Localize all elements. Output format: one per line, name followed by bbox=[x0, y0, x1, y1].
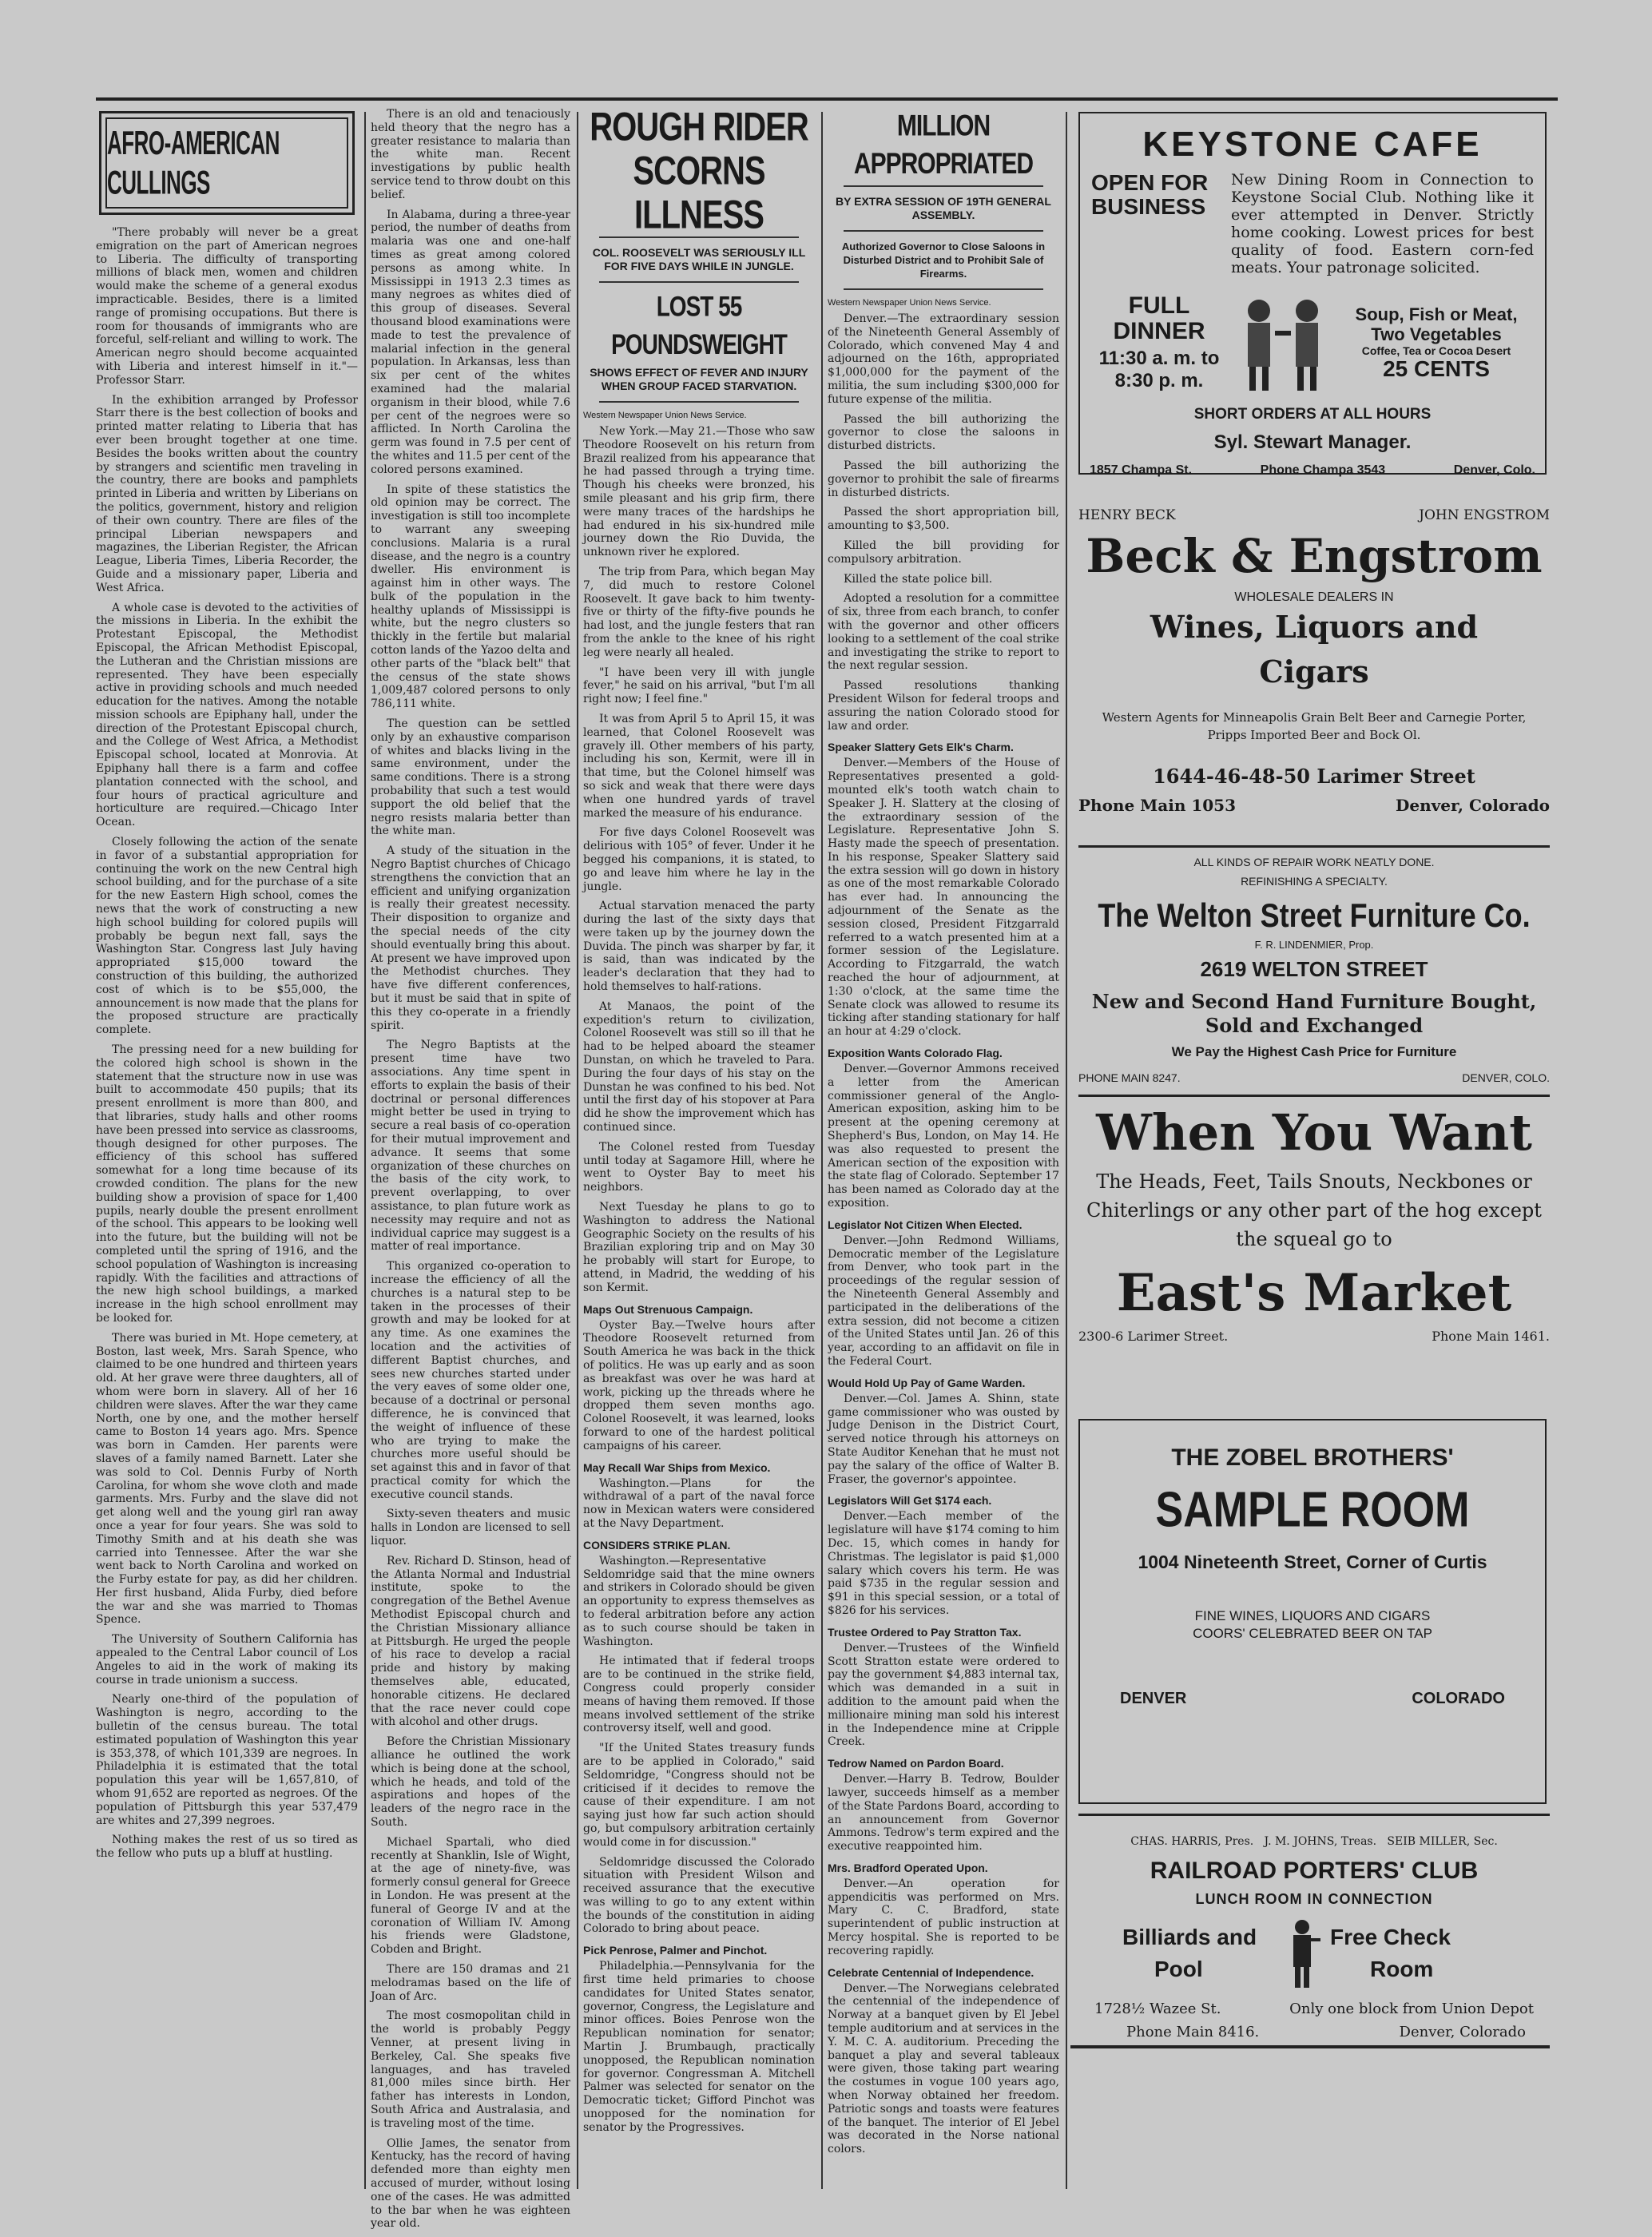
keystone-manager: Syl. Stewart Manager. bbox=[1213, 431, 1412, 453]
article-paragraph: Actual starvation menaced the party during the last of the sixty days that were taken up by the journey down the Duvida. The pinch was sharper by far, it is said, than was indicated by the leader's declaration that they had to hold themselves to half-rations. bbox=[583, 900, 815, 994]
subheading: Mrs. Bradford Operated Upon. bbox=[828, 1861, 988, 1874]
easts-market-ad bbox=[1078, 1095, 1550, 1344]
article-paragraph: The trip from Para, which began May 7, did much to restore Colonel Roosevelt. It gave back to him twenty-five or thirty of the fifty-five pounds he had lost, and the jungle festers that ran from the ankle to the knee of his right leg were nearly all healed. bbox=[583, 565, 815, 659]
article-paragraph: Seldomridge discussed the Colorado situation with President Wilson and received assurance that the executive was willing to go to any extent within the bounds of the constitution in aiding Colorado to bring about peace. bbox=[583, 1855, 815, 1936]
easts-name: East's Market bbox=[1116, 1263, 1512, 1323]
ad-bottom-rule bbox=[1070, 2045, 1550, 2048]
keystone-short-orders: SHORT ORDERS AT ALL HOURS bbox=[1193, 406, 1432, 423]
roosevelt-headline: ROUGH RIDER SCORNS ILLNESS bbox=[590, 105, 808, 237]
article-paragraph: Sixty-seven theaters and music halls in London are licensed to sell liquor. bbox=[371, 1508, 570, 1548]
beck-wines: Wines, Liquors and Cigars bbox=[1150, 609, 1479, 689]
article-paragraph: In the exhibition arranged by Professor Starr there is the best collection of books and printed matter relating to Liberia that has ever been brought together at one time. Besides the books written about the country by strangers and scientific men traveling in the country, there are books and pamphlets printed in Liberia and written by Liberians on the politics, government, history and religion of their own country. There are files of the principal Liberian newspapers and magazines, the Liberian Register, the African League, Liberia Times, Liberia Recorder, the Guide and a missionary paper, Liberia and West Africa. bbox=[96, 393, 358, 594]
article-paragraph: There was buried in Mt. Hope cemetery, at Boston, last week, Mrs. Sarah Spence, who claimed to be one hundred and thirteen years old. At her grave were three daughters, all of whom were born in slavery. All of her 16 children were slaves. After the war they came North, one by one, and the mother herself came to Boston 14 years ago. Mrs. Spence was born in Camden. Her parents were slaves of a family named Barnett. Later she was sold to Col. Dennis Furby of North Carolina, for whom she wove cloth and made garments. Mrs. Furby and the slave did not get along well and the young girl ran away once a year for four years. She was sold to Timothy Smith and at his death she was carried into Tennessee. After the war she went back to North Carolina and worked on the Furby estate for pay, as did her children. Her first husband, Alida Furby, died before the war and she was married to Thomas Spence. bbox=[96, 1331, 358, 1627]
article-paragraph: The University of Southern California has appealed to the Central Labor council of Los Angeles to aid in the work of making its course in trade unionism a success. bbox=[96, 1633, 358, 1687]
col2-body bbox=[371, 108, 570, 2231]
beck-right: JOHN ENGSTROM bbox=[1419, 507, 1550, 523]
subheading: Maps Out Strenuous Campaign. bbox=[583, 1302, 753, 1316]
beck-address: 1644-46-48-50 Larimer Street bbox=[1153, 765, 1475, 788]
keystone-drinks: Coffee, Tea or Cocoa Desert bbox=[1361, 344, 1511, 357]
porters-city: Denver, Colorado bbox=[1399, 2024, 1526, 2040]
keystone-name: KEYSTONE CAFE bbox=[1142, 125, 1483, 164]
article-paragraph: "There probably will never be a great emigration on the part of American negroes to Liberia. The difficulty of transporting millions of black men, women and children would make the scheme of a general exodus impracticable. Besides, there is a limited range of promising occupations. But there is room for thousands of immigrants who are forceful, self-reliant and willing to work. The American negro should become acquainted with Liberia and interest himself in it."—Professor Starr. bbox=[96, 226, 358, 387]
keystone-open: OPEN FOR BUSINESS bbox=[1091, 170, 1209, 219]
article-paragraph: Oyster Bay.—Twelve hours after Theodore Roosevelt returned from South America he was back in the thick of politics. He was up early and as soon as breakfast was over he was hard at work, picking up the threads where he dropped them seven months ago. Colonel Roosevelt, it was learned, looks forward to one of the hardest political campaigns of his career. bbox=[583, 1318, 815, 1452]
col4-body bbox=[828, 312, 1059, 2156]
article-paragraph: Ollie James, the senator from Kentucky, has the record of having defended more than eighty men accused of murder, without losing one of the cases. He was admitted to the bar when he was eighteen year old. bbox=[371, 2136, 570, 2231]
zobel-city-left: DENVER bbox=[1120, 1690, 1187, 1707]
keystone-dinner-label: FULL DINNER bbox=[1113, 292, 1205, 344]
subheading: Pick Penrose, Palmer and Pinchot. bbox=[583, 1944, 768, 1957]
porters-name: RAILROAD PORTERS' CLUB bbox=[1150, 1858, 1479, 1884]
article-paragraph: Denver.—Harry B. Tedrow, Boulder lawyer, succeeds himself as a member of the State Pardons Board, according to an announcement from Governor Ammons. Tedrow's term expired and the executive reappointed him. bbox=[828, 1773, 1059, 1854]
subheading: Legislators Will Get $174 each. bbox=[828, 1494, 992, 1508]
roosevelt-deck-1: COL. ROOSEVELT WAS SERIOUSLY ILL FOR FIVE DAYS WHILE IN JUNGLE. bbox=[592, 246, 806, 272]
beck-name: Beck & Engstrom bbox=[1086, 529, 1543, 583]
welton-line1: New and Second Hand Furniture Bought, Sold and Exchanged bbox=[1091, 990, 1537, 1037]
porters-club-ad bbox=[1078, 1814, 1550, 2045]
article-paragraph: Passed the bill authorizing the governor to prohibit the sale of firearms in disturbed districts. bbox=[828, 459, 1059, 499]
zobel-line1: FINE WINES, LIQUORS AND CIGARS bbox=[1194, 1608, 1431, 1623]
roosevelt-credit: Western Newspaper Union News Service. bbox=[583, 411, 747, 420]
subheading: Would Hold Up Pay of Game Warden. bbox=[828, 1376, 1026, 1389]
easts-address: 2300-6 Larimer Street. bbox=[1078, 1329, 1229, 1344]
easts-headline: When You Want bbox=[1096, 1103, 1532, 1162]
article-paragraph: Denver.—Each member of the legislature will have $174 coming to him Dec. 15, which comes in handy for Christmas. The legislator is paid $1,000 salary which covers his term. He was paid $735 in the regular session and $91 in this special session, or a total of $826 for his services. bbox=[828, 1510, 1059, 1617]
welton-address: 2619 WELTON STREET bbox=[1200, 957, 1428, 981]
million-deck-2: Authorized Governor to Close Saloons in Disturbed District and to Prohibit Sale of Firearms. bbox=[841, 240, 1046, 280]
easts-body: The Heads, Feet, Tails Snouts, Neckbones or Chiterlings or any other part of the hog except the squeal go to bbox=[1086, 1170, 1542, 1250]
welton-name: The Welton Street Furniture Co. bbox=[1098, 896, 1531, 934]
zobel-city-right: COLORADO bbox=[1412, 1690, 1505, 1707]
porters-lunch: LUNCH ROOM IN CONNECTION bbox=[1195, 1891, 1433, 1907]
column-rule-4 bbox=[1066, 112, 1067, 2189]
waiters-illustration-icon bbox=[1227, 291, 1339, 395]
beck-city: Denver, Colorado bbox=[1396, 796, 1550, 815]
article-paragraph: Killed the bill providing for compulsory arbitration. bbox=[828, 538, 1059, 566]
column-1 bbox=[96, 108, 358, 2217]
article-paragraph: Next Tuesday he plans to go to Washington to address the National Geographic Society on the results of his Brazilian exploring trip and on May 30 he probably will start for Europe, to attend, in Madrid, the wedding of his son Kermit. bbox=[583, 1201, 815, 1294]
column-4 bbox=[828, 104, 1059, 2217]
article-paragraph: Philadelphia.—Pennsylvania for the first time held primaries to choose candidates for United States senator, governor, Congress, the Legislature and minor offices. Boies Penrose won the Republican nomination for senator; Martin J. Brumbaugh, practically unopposed, the Republican nomination for governor. Congressman A. Mitchell Palmer was selected for senator on the Democratic ticket; Gifford Pinchot was unopposed for the nomination for senator by the Progressives. bbox=[583, 1960, 815, 2134]
porters-billiards: Billiards and bbox=[1122, 1925, 1257, 1949]
article-paragraph: Nothing makes the rest of us so tired as the fellow who puts up a bluff at hustling. bbox=[96, 1834, 358, 1861]
article-paragraph: Denver.—John Redmond Williams, Democratic member of the Legislature from Denver, who took part in the proceedings of the regular session of the Nineteenth General Assembly and participated in the deliberations of the extra session, did not become a citizen of the United States until Jan. 26 of this year, according to an affidavit on file in the Federal Court. bbox=[828, 1234, 1059, 1368]
cullings-title: AFRO-AMERICAN CULLINGS bbox=[107, 123, 280, 201]
article-paragraph: Washington.—Plans for the withdrawal of a part of the naval force now in Mexican waters were considered at the Navy Department. bbox=[583, 1476, 815, 1530]
million-credit: Western Newspaper Union News Service. bbox=[828, 298, 991, 308]
article-paragraph: Denver.—The extraordinary session of the Nineteenth General Assembly of Colorado, which convened May 4 and adjourned on the 16th, appropriated $1,000,000 for the payment of the militia, the sum including $300,000 for future expense of the militia. bbox=[828, 312, 1059, 406]
porters-room: Room bbox=[1370, 1957, 1434, 1981]
keystone-cafe-ad bbox=[1078, 112, 1547, 475]
article-paragraph: At Manaos, the point of the expedition's return to civilization, Colonel Roosevelt was still so ill that he had to be helped aboard the steamer Dunstan, on which he traveled to Para. During the four days of his stay on the Dunstan he was confined to his bed. Not until the first day of his stopover at Para did he show the improvement which has continued since. bbox=[583, 999, 815, 1134]
article-paragraph: Denver.—The Norwegians celebrated the centennial of the independence of Norway at a banquet given by El Jebel temple auditorium and at services in the Y. M. C. A. auditorium. Preceding the banquet a play and several tableaux were given, those taking part wearing the costumes in vogue 100 years ago, when Norway obtained her freedom. Patriotic songs and toasts were features of the banquet. The interior of El Jebel was decorated in the Norse national colors. bbox=[828, 1981, 1059, 2156]
article-paragraph: Passed resolutions thanking President Wilson for federal troops and assuring the nation Colorado stood for law and order. bbox=[828, 679, 1059, 733]
article-paragraph: "If the United States treasury funds are to be applied in Colorado," said Seldomridge, "Congress should not be criticised if it decides to remove the cause of their expenditure. I am not saying just how far such action should go, but compulsory arbitration certainly would come in for discussion." bbox=[583, 1742, 815, 1849]
article-paragraph: The Negro Baptists at the present time have two associations. Any time spent in efforts to explain the basis of their doctrinal or personal differences might better be used in trying to secure a real basis of co-operation for their mutual improvement and advance. It seems that some organization of these churches on the basis of the city work, to prevent overlapping, to over assistance, to plan future work as necessity may require and not as individual caprice may suggest is a matter of real importance. bbox=[371, 1039, 570, 1254]
subheading: Tedrow Named on Pardon Board. bbox=[828, 1757, 1004, 1770]
article-paragraph: A study of the situation in the Negro Baptist churches of Chicago strengthens the conviction that an efficient and unifying organization is really their greatest necessity. Their disposition to organize and the special needs of the city should eventually bring this about. At present we have improved upon the Methodist churches. They have five different conferences, but it must be said that in spite of this they co-operate in a friendly spirit. bbox=[371, 844, 570, 1032]
cullings-banner bbox=[99, 111, 355, 215]
article-paragraph: Denver.—Trustees of the Winfield Scott Stratton estate were ordered to pay the government $4,883 internal tax, which was demanded in a suit in addition to the amount paid when the millionaire mining man sold his interest in the Independence mine at Cripple Creek. bbox=[828, 1641, 1059, 1749]
subheading: Exposition Wants Colorado Flag. bbox=[828, 1047, 1003, 1060]
article-paragraph: Closely following the action of the senate in favor of a substantial appropriation for continuing the work on the new Central high school building, and for the purchase of a site for the new Eastern High school, comes the news that the work of constructing a new high school building for colored pupils will probably be begun next fall, says the Washington Star. Congress last July having appropriated $15,000 toward the construction of this building, the authorized cost of which is to be $55,000, the announcement is now made that the plans for the proposed structure are practically complete. bbox=[96, 836, 358, 1037]
zobel-ad bbox=[1078, 1419, 1547, 1804]
keystone-menu: Soup, Fish or Meat, Two Vegetables bbox=[1355, 304, 1518, 344]
porters-phone: Phone Main 8416. bbox=[1126, 2024, 1260, 2040]
million-headline: MILLION APPROPRIATED bbox=[853, 109, 1034, 181]
subheading: Celebrate Centennial of Independence. bbox=[828, 1965, 1034, 1979]
article-paragraph: For five days Colonel Roosevelt was delirious with 105° of fever. Under it he begged his companions, it is stated, to go and leave him where he lay in the jungle. bbox=[583, 826, 815, 893]
welton-city: DENVER, COLO. bbox=[1462, 1071, 1550, 1084]
zobel-top: THE ZOBEL BROTHERS' bbox=[1171, 1444, 1454, 1471]
beck-agents: Western Agents for Minneapolis Grain Belt Beer and Carnegie Porter, Pripps Imported Beer and Bock Ol. bbox=[1102, 710, 1527, 742]
article-paragraph: Michael Spartali, who died recently at Shanklin, Isle of Wight, at the age of ninety-five, was formerly consul general for Greece in London. He was present at the funeral of George IV and at the coronation of William IV. Among his friends were Gladstone, Cobden and Bright. bbox=[371, 1835, 570, 1957]
subheading: May Recall War Ships from Mexico. bbox=[583, 1460, 771, 1474]
article-paragraph: Denver.—An operation for appendicitis was performed on Mrs. Mary C. C. Bradford, state superintendent of public instruction at Mercy hospital. She is reported to be recovering rapidly. bbox=[828, 1877, 1059, 1957]
column-3 bbox=[583, 104, 815, 2217]
porters-officers: CHAS. HARRIS, Pres. J. M. JOHNS, Treas. SEIB MILLER, Sec. bbox=[1130, 1835, 1498, 1848]
subheading: Trustee Ordered to Pay Stratton Tax. bbox=[828, 1625, 1022, 1639]
article-paragraph: The pressing need for a new building for the colored high school is shown in the statement that the structure now in use was built to accommodate 450 pupils; that its present enrollment is more than 800, and that libraries, study halls and other rooms have been pressed into service as classrooms, though designed for other purposes. The efficiency of this school has suffered somewhat for a long time because of its crowded condition. The plans for the new building show a provision of space for 1,400 pupils, nearly double the present enrollment of the school. This appears to be looking well into the future, but the building will not be completed until the spring of 1916, and the school population of Washington is increasing rapidly. With the facilities and attractions of the new high school buildings, a marked increase in the high school enrollment may be looked for. bbox=[96, 1043, 358, 1325]
keystone-city: Denver, Colo. bbox=[1453, 463, 1535, 477]
welton-prop: F. R. LINDENMIER, Prop. bbox=[1254, 939, 1374, 951]
article-paragraph: Passed the bill authorizing the governor to close the saloons in disturbed districts. bbox=[828, 412, 1059, 453]
keystone-phone: Phone Champa 3543 bbox=[1260, 463, 1386, 477]
welton-line2: We Pay the Highest Cash Price for Furniture bbox=[1171, 1044, 1457, 1059]
welton-top1: ALL KINDS OF REPAIR WORK NEATLY DONE. bbox=[1193, 856, 1435, 868]
article-paragraph: There is an old and tenaciously held theory that the negro has a greater resistance to malaria than the white man. Recent investigations by public health service tend to throw doubt on this belief. bbox=[371, 108, 570, 201]
article-paragraph: The most cosmopolitan child in the world is probably Peggy Venner, at present living in Berkeley, Cal. She speaks five languages, and has traveled 81,000 miles since birth. Her father has interests in London, South Africa and Australasia, and is traveling most of the time. bbox=[371, 2009, 570, 2130]
article-paragraph: A whole case is devoted to the activities of the missions in Liberia. In the exhibit the Protestant Episcopal, the Methodist Episcopal, the African Methodist Episcopal, the Lutheran and the Christian missions are represented. They have been especially active in providing schools and much needed education for the natives. Among the notable mission schools are Epiphany hall, under the direction of the Protestant Episcopal church, and the College of West Africa, a Methodist Episcopal school, located at Monrovia. At Epiphany hall there is a farm and coffee plantation connected with the school, and four hours of practical agriculture and horticulture are required.—Chicago Inter Ocean. bbox=[96, 601, 358, 829]
zobel-name: SAMPLE ROOM bbox=[1155, 1482, 1470, 1538]
zobel-line2: COORS' CELEBRATED BEER ON TAP bbox=[1193, 1626, 1432, 1641]
article-paragraph: Nearly one-third of the population of Washington is negro, according to the bulletin of the census bureau. The total estimated population of Washington this year is 353,378, of which 101,339 are negroes. In Philadelphia it is estimated that the total population this year will be 1,657,810, of whom 91,652 are reported as negroes. Of the population of Pittsburgh this year 537,479 are whites and 27,399 negroes. bbox=[96, 1693, 358, 1827]
keystone-dinner-time: 11:30 a. m. to 8:30 p. m. bbox=[1098, 348, 1220, 391]
article-paragraph: "I have been very ill with jungle fever," he said on his arrival, "but I'm all right now; I feel fine." bbox=[583, 666, 815, 706]
article-paragraph: The Colonel rested from Tuesday until today at Sagamore Hill, where he went to Oyster Bay to meet his neighbors. bbox=[583, 1140, 815, 1194]
article-paragraph: In spite of these statistics the old opinion may be correct. The investigation is still too incomplete to warrant any sweeping conclusions. Malaria is a rural disease, and the negro is a country dweller. His environment is against him in other ways. The bulk of the population in the healthy uplands of Mississippi is white, but the negro clusters so thickly in the fertile but malarial cotton lands of the Yazoo delta and other parts of the "black belt" that the census of the state shows 1,009,487 colored persons to only 786,111 white. bbox=[371, 483, 570, 711]
article-paragraph: Killed the state police bill. bbox=[844, 572, 993, 586]
article-paragraph: The question can be settled only by an exhaustive comparison of whites and blacks living in the same environment, under the same conditions. There is a strong probability that such a test would support the old belief that the negro resists malaria better than the white man. bbox=[371, 717, 570, 838]
beck-left: HENRY BECK bbox=[1078, 507, 1176, 523]
porter-figure-icon bbox=[1282, 1917, 1322, 1989]
column-rule-3 bbox=[821, 112, 823, 2189]
column-rule-2 bbox=[577, 112, 578, 2189]
article-paragraph: New York.—May 21.—Those who saw Theodore Roosevelt on his return from Brazil realized from his appearance that he had passed through a trying time. Though his cheeks were bronzed, his smile pleasant and his grip firm, there were many traces of the hardships he had endured in his six-hundred mile journey down the Rio Duvida, the unknown river he explored. bbox=[583, 425, 815, 559]
subheading: Legislator Not Citizen When Elected. bbox=[828, 1218, 1023, 1231]
article-paragraph: Denver.—Col. James A. Shinn, state game commissioner who was ousted by Judge Denison in the District Court, served notice through his attorneys on State Auditor Kenehan that he must not pay the salary of the office of Walter B. Fraser, the governor's appointee. bbox=[828, 1392, 1059, 1486]
beck-wholesale: WHOLESALE DEALERS IN bbox=[1234, 590, 1394, 604]
article-paragraph: Denver.—Governor Ammons received a letter from the American commissioner general of the Anglo-American exposition, asking him to be present at the opening ceremony at Shepherd's Bus, London, on May 14. He was also requested to present the American section of the exposition with the state flag of Colorado. September 17 has been named as Colorado day at the exposition. bbox=[828, 1063, 1059, 1210]
article-paragraph: This organized co-operation to increase the efficiency of all the churches is a natural step to be taken in the processes of their growth and may be looked for at any time. As one examines the location and the activities of different Baptist churches, and sees new churches started under the very eaves of some older one, because of a doctrinal or personal difference, he is convinced that the weight of influence of these who are trying to make the churches more useful should be set against this and in favor of that practical comity for which the executive council stands. bbox=[371, 1260, 570, 1501]
beck-phone: Phone Main 1053 bbox=[1078, 796, 1237, 815]
keystone-price: 25 CENTS bbox=[1383, 356, 1490, 381]
column-2 bbox=[371, 108, 570, 2231]
article-paragraph: Adopted a resolution for a committee of six, three from each branch, to confer with the governor and other officers looking to a settlement of the coal strike and investigating the strike to report to the next regular session. bbox=[828, 592, 1059, 673]
article-paragraph: In Alabama, during a three-year period, the number of deaths from malaria was one and one-half times as great among colored persons as among white. In Mississippi in 1913 2.3 times as many negroes as whites died of this group of diseases. Several thousand blood examinations were made to test the prevalence of malarial infection in the general population. In Arkansas, less than six per cent of the whites examined had the malarial organism in their blood, while 7.6 per cent of the negroes were so afflicted. In North Carolina the germ was found in 7.5 per cent of the whites and 11.5 per cent of the colored persons examined. bbox=[371, 208, 570, 476]
keystone-address: 1857 Champa St. bbox=[1090, 463, 1193, 477]
welton-furniture-ad bbox=[1078, 845, 1550, 1085]
porters-free: Free Check bbox=[1330, 1925, 1451, 1949]
article-paragraph: Passed the short appropriation bill, amounting to $3,500. bbox=[828, 506, 1059, 533]
welton-top2: REFINISHING A SPECIALTY. bbox=[1241, 875, 1388, 888]
article-paragraph: Rev. Richard D. Stinson, head of the Atlanta Normal and Industrial institute, spoke to the congregation of the Bethel Avenue Methodist Episcopal church and the Christian Missionary alliance at Pittsburgh. He urged the people of his race to develop a racial pride and history by making themselves able, educated, honorable citizens. He declared that the race never could cope with alcohol and other drugs. bbox=[371, 1554, 570, 1729]
article-paragraph: There are 150 dramas and 21 melodramas based on the life of Joan of Arc. bbox=[371, 1962, 570, 2003]
subheading: Speaker Slattery Gets Elk's Charm. bbox=[828, 741, 1014, 754]
roosevelt-deck-2: SHOWS EFFECT OF FEVER AND INJURY WHEN GROUP FACED STARVATION. bbox=[590, 366, 808, 392]
article-paragraph: Washington.—Representative Seldomridge said that the mine owners and strikers in Colorado should be given an opportunity to express themselves as to federal arbitration before any action as to such course should be taken in Washington. bbox=[583, 1554, 815, 1648]
welton-phone: PHONE MAIN 8247. bbox=[1078, 1071, 1181, 1084]
roosevelt-headline-2: LOST 55 POUNDSWEIGHT bbox=[611, 291, 787, 360]
ad-top-rule bbox=[1070, 97, 1550, 101]
zobel-address: 1004 Nineteenth Street, Corner of Curtis bbox=[1138, 1552, 1487, 1572]
porters-pool: Pool bbox=[1154, 1957, 1203, 1981]
subheading: CONSIDERS STRIKE PLAN. bbox=[583, 1538, 731, 1552]
keystone-desc: New Dining Room in Connection to Keystone Social Club. Nothing like it ever attempted in Denver. Strictly home cooking. Lowest prices for best quality of food. Eastern corn-fed meats. Your patronage solicited. bbox=[1231, 171, 1534, 276]
easts-phone: Phone Main 1461. bbox=[1432, 1329, 1550, 1344]
article-paragraph: He intimated that if federal troops are to be continued in the strike field, Congress could properly consider means of having them removed. If those means involved settlement of the strike controversy itself, well and good. bbox=[583, 1655, 815, 1735]
million-deck-1: BY EXTRA SESSION OF 19TH GENERAL ASSEMBLY. bbox=[836, 195, 1051, 221]
article-paragraph: It was from April 5 to April 15, it was learned, that Colonel Roosevelt was gravely ill. Other members of his party, including his son, Kermit, were ill in that time, but the Colonel himself was so sick and weak that there were days when one hundred yards of travel marked the measure of his endurance. bbox=[583, 712, 815, 820]
column-rule-1 bbox=[364, 112, 366, 2189]
article-paragraph: Before the Christian Missionary alliance he outlined the work which is being done at the school, which he heads, and told of the aspirations and hopes of the leaders of the negro race in the South. bbox=[371, 1735, 570, 1830]
col1-body bbox=[96, 226, 358, 1861]
article-paragraph: Denver.—Members of the House of Representatives presented a gold-mounted elk's tooth watch chain to Speaker J. H. Slattery at the closing of the extraordinary session of the Legislature. Representative John S. Hasty made the speech of presentation. In his response, Speaker Slattery said the extra session will go down in history as one of the most remarkable Colorado has ever had. In announcing the adjournment of the Senate as the session closed, President Fitzgarrald referred to a watch presented him at a former session of the Legislature. According to Fitzgarrald, the watch reached the hour of adjournment, at 1:30 o'clock, at the same time the Senate clock was allowed to resume its ticking after standing stationary for half an hour at 4:29 o'clock. bbox=[828, 757, 1059, 1039]
porters-note: Only one block from Union Depot bbox=[1289, 2001, 1534, 2017]
col3-body bbox=[583, 425, 815, 2135]
porters-address: 1728½ Wazee St. bbox=[1094, 2001, 1221, 2017]
